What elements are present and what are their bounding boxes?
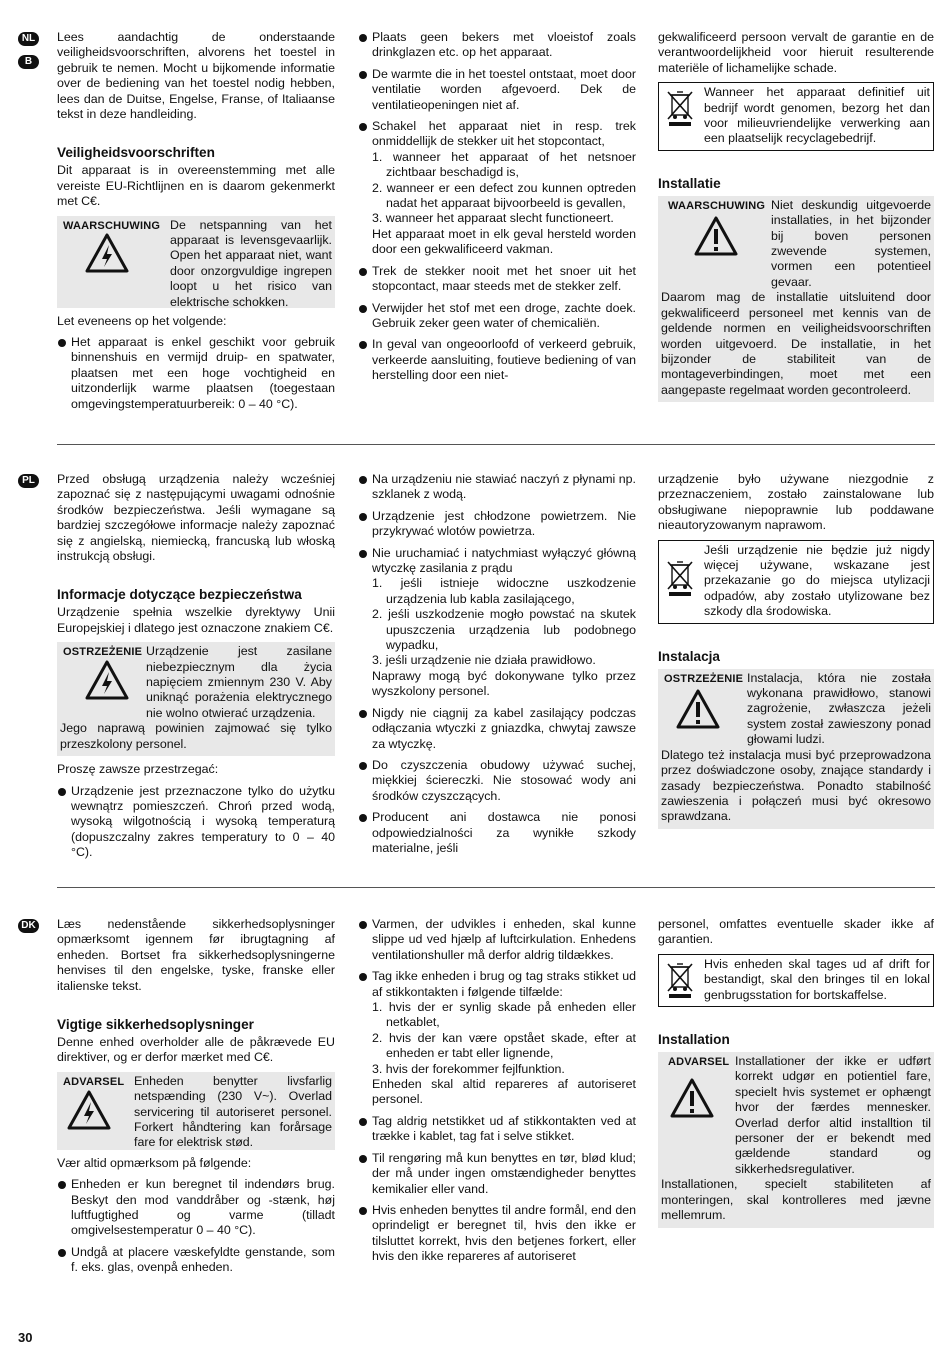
pl-col1-bullets	[57, 784, 335, 861]
lang-badge-b: B	[18, 55, 39, 69]
warning-icon	[670, 1078, 714, 1122]
nl-column-1	[57, 30, 335, 418]
pl-repair-note: Naprawy mogą być dokonywane tylko przez wyszkolony personel.	[372, 668, 636, 699]
crossed-bin-icon	[665, 89, 695, 131]
nl-install-after: Daarom mag de installatie uitsluitend door gekwalificeerd personeel met kennis van de geldende normen en veiligheidsvoorschriften worden uitgevoerd. De installatie, in het bijzonder de stabiliteit van de montageverbindingen, moet met een aangepaste regelmaat worden gecontroleerd.	[661, 290, 931, 397]
dk-warning-box	[57, 1072, 335, 1150]
list-item: Do czyszczenia obudowy używać suchej, miękkiej ściereczki. Nie stosować wody ani środków czyszczących.	[358, 758, 636, 804]
crossed-bin-icon	[665, 559, 695, 601]
lang-badge-pl: PL	[18, 474, 39, 488]
pl-install-warning-box	[658, 669, 934, 829]
nl-col2-bullets-a	[358, 30, 636, 384]
pl-warning-box	[57, 642, 335, 756]
dk-intro: Læs nedenstående sikkerhedsoplysninger opmærksomt igennem før ibrugtagning af enheden. Bortset fra sikkerhedsoplysningerne henvises til den engelske, tyske, franske eller italienske tekst.	[57, 917, 335, 993]
list-item: Trek de stekker nooit met het snoer uit het stopcontact, maar steeds met de stekker zelf.	[358, 264, 636, 295]
nl-install-warning-box	[658, 196, 934, 402]
section-nl	[0, 30, 950, 420]
list-item: Til rengøring må kun benyttes en tør, blød klud; der må under ingen omstændigheder benyttes kemikalier eller vand.	[358, 1151, 636, 1197]
list-item: 1. jeśli istnieje widoczne uszkodzenie urządzenia lub kabla zasilającego,	[372, 576, 636, 606]
list-item: 2. jeśli uszkodzenie mogło powstać na skutek upuszczenia urządzenia lub podobnego wypadku,	[372, 607, 636, 653]
pl-disposal-box	[658, 540, 934, 624]
pl-col3-continuation: urządzenie było używane niezgodnie z przeznaczeniem, zostało zainstalowane lub obsługiwane niepoprawnie lub poddawane nieautoryzowanym naprawom.	[658, 472, 934, 533]
pl-warning-label: OSTRZEŻENIE	[63, 646, 143, 659]
nl-install-label: WAARSCHUWING	[668, 199, 766, 212]
dk-safety-heading: Vigtige sikkerhedsoplysninger	[57, 1017, 254, 1033]
list-item	[358, 969, 636, 1108]
dk-install-text: Installationer der ikke er udført korrekt udgør en potientiel fare, specielt hvis systemet er ophængt hvor der færdes mennesker. Overlad derfor altid installtion til personer der er bekendt med gældende standard og sikkerhedsregulativer.	[735, 1054, 931, 1176]
pl-intro: Przed obsługą urządzenia należy wcześniej zapoznać się z następującymi uwagami odnośnie środków bezpieczeństwa. Jeśli wymagane są bardziej szczegółowe informacje należy zapoznać się z angielską, niemiecką, francuską lub włoską instrukcją obsługi.	[57, 472, 335, 564]
list-item: Varmen, der udvikles i enheden, skal kunne slippe ud ved hjælp af luftcirkulation. Enhedens ventilationshuller må derfor aldrig tildækkes.	[358, 917, 636, 963]
nl-conformity: Dit apparaat is in overeenstemming met alle vereiste EU-Richtlijnen en is daarom gekenmerkt met C€.	[57, 163, 335, 209]
pl-col2-bullets-a	[358, 472, 636, 856]
nl-install-heading: Installatie	[658, 175, 721, 191]
list-item: Tag aldrig netstikket ud af stikkontakten ved at trække i kablet, tag fat i selve stikket.	[358, 1114, 636, 1145]
dk-install-warning-box	[658, 1052, 934, 1227]
nl-safety-heading: Veiligheidsvoorschriften	[57, 145, 215, 161]
dk-disposal-text: Hvis enheden skal tages ud af drift for bestandigt, skal den bringes til en lokal genbrugsstation for bortskaffelse.	[704, 956, 930, 1002]
nl-warning-label: WAARSCHUWING	[63, 219, 161, 232]
nl-col1-bullets	[57, 335, 335, 412]
warning-icon	[694, 216, 738, 260]
nl-disposal-box	[658, 82, 934, 151]
lang-badge-dk: DK	[18, 919, 39, 933]
section-dk	[0, 917, 950, 1317]
dk-warning-text: Enheden benytter livsfarlig netspænding (230 V~). Overlad servicering til autoriseret personel. Forkert håndtering kan forårsage fare for elektrisk stød.	[134, 1073, 332, 1150]
nl-disconnect-intro: Schakel het apparaat niet in resp. trek onmiddellijk de stekker uit het stopcontact,	[372, 119, 636, 149]
nl-warning-text: De netspanning van het apparaat is levensgevaarlijk. Open het apparaat niet, want door onzorgvuldige ingrepen loopt u het risico van elektrische schokken.	[170, 217, 332, 309]
pl-column-2	[358, 472, 636, 862]
pl-disconnect-intro: Nie uruchamiać i natychmiast wyłączyć główną wtyczkę zasilania z prądu	[372, 545, 636, 576]
lang-badge-nl: NL	[18, 32, 39, 46]
list-item: Nigdy nie ciągnij za kabel zasilający podczas odłączania wtyczki z gniazdka, chwytaj zawsze za wtyczkę.	[358, 706, 636, 752]
list-item: Na urządzeniu nie stawiać naczyń z płynami np. szklanek z wodą.	[358, 472, 636, 503]
pl-install-label: OSTRZEŻENIE	[664, 672, 744, 685]
crossed-bin-icon	[665, 961, 695, 1003]
dk-conformity: Denne enhed overholder alle de påkrævede EU direktiver, og er derfor mærket med C€.	[57, 1035, 335, 1065]
list-item: Urządzenie jest chłodzone powietrzem. Nie przykrywać wlotów powietrza.	[358, 509, 636, 540]
pl-conformity: Urządzenie spełnia wszelkie dyrektywy Unii Europejskiej i dlatego jest oznaczone znakiem C€.	[57, 605, 335, 635]
nl-column-2	[358, 30, 636, 390]
dk-column-2	[358, 917, 636, 1271]
pl-warning-text: Urządzenie jest zasilane niebezpiecznym dla życia napięciem zmiennym 230 V. Aby uniknąć porażenia elektrycznego nie wolno otwierać urządzenia.	[146, 644, 332, 720]
section-pl	[0, 472, 950, 882]
section-divider	[57, 887, 935, 888]
page-number: 30	[18, 1330, 33, 1345]
list-item: Plaats geen bekers met vloeistof zoals drinkglazen etc. op het apparaat.	[358, 30, 636, 61]
list-item: Urządzenie jest przeznaczone tylko do użytku wewnątrz pomieszczeń. Chroń przed wodą, wysoką wilgotnością i wysoką temperaturą (dopuszczalny zakres temperatury to 0 – 40 °C).	[57, 784, 335, 861]
list-item: 1. wanneer het apparaat of het netsnoer zichtbaar beschadigd is,	[372, 149, 636, 180]
dk-install-after: Installationen, specielt stabiliteten af monteringen, skal kontrolleres med jævne mellemrum.	[661, 1177, 931, 1223]
list-item: 3. wanneer het apparaat slecht functioneert.	[372, 211, 614, 226]
list-item: Enheden er kun beregnet til indendørs brug. Beskyt den mod vanddråber og -stænk, høj luftfugtighed og varme (tilladt omgivelsestemperatur 0 – 40 °C).	[57, 1177, 335, 1239]
pl-safety-heading: Informacje dotyczące bezpieczeństwa	[57, 587, 302, 603]
high-voltage-icon	[85, 660, 129, 704]
list-item: 1. hvis der er synlig skade på enheden eller netkablet,	[372, 1000, 636, 1030]
nl-disconnect-list	[372, 150, 636, 227]
pl-install-text: Instalacja, która nie została wykonana prawidłowo, stanowi zagrożenie, zwłaszcza jeżeli system został zawieszony ponad głowami ludzi.	[747, 670, 931, 747]
nl-col3-continuation: gekwalificeerd persoon vervalt de garantie en de verantwoordelijkheid voor hieruit resulterende materiële of lichamelijke schade.	[658, 30, 934, 75]
section-divider	[57, 444, 935, 445]
dk-install-heading: Installation	[658, 1032, 730, 1048]
list-item: Het apparaat is enkel geschikt voor gebruik binnenshuis en vermijd druip- en spatwater, plaatsen met een hoge vochtigheid en uitzonderlijk warme plaatsen (toegestaan omgevingstemperatuurbereik: 0 – 40 °C).	[57, 335, 335, 412]
list-item	[358, 546, 636, 700]
dk-column-1	[57, 917, 335, 1282]
dk-column-3	[658, 917, 934, 1234]
dk-col3-continuation: personel, omfattes eventuelle skader ikke af garantien.	[658, 917, 934, 947]
pl-disconnect-list	[372, 576, 636, 668]
high-voltage-icon	[85, 233, 129, 277]
list-item: In geval van ongeoorloofd of verkeerd gebruik, verkeerde aansluiting, foutieve bediening of van herstelling door een niet-	[358, 337, 636, 383]
nl-column-3	[658, 30, 934, 408]
pl-warning-after: Jego naprawą powinien zajmować się tylko przeszkolony personel.	[60, 721, 332, 751]
list-item	[358, 119, 636, 258]
dk-warning-label: ADVARSEL	[63, 1075, 125, 1088]
dk-repair-note: Enheden skal altid repareres af autoriseret personel.	[372, 1077, 636, 1107]
dk-disconnect-list	[372, 1000, 636, 1077]
pl-column-1	[57, 472, 335, 867]
pl-install-heading: Instalacja	[658, 648, 720, 664]
dk-also-note: Vær altid opmærksom på følgende:	[57, 1155, 252, 1170]
dk-col1-bullets	[57, 1177, 335, 1275]
dk-disconnect-intro: Tag ikke enheden i brug og tag straks stikket ud af stikkontakten i følgende tilfælde:	[372, 969, 636, 999]
dk-disposal-box	[658, 954, 934, 1007]
list-item: Verwijder het stof met een droge, zachte doek. Gebruik zeker geen water of chemicaliën.	[358, 301, 636, 332]
list-item: 3. hvis der forekommer fejlfunktion.	[372, 1061, 565, 1076]
list-item: De warmte die in het toestel ontstaat, moet door ventilatie worden afgevoerd. Dek de ventilatieopeningen niet af.	[358, 67, 636, 113]
dk-col2-bullets-a	[358, 917, 636, 1265]
list-item: 2. hvis der kan være opstået skade, efter at enheden er tabt eller lignende,	[372, 1030, 636, 1061]
warning-icon	[676, 689, 720, 733]
nl-also-note: Let eveneens op het volgende:	[57, 313, 227, 328]
high-voltage-icon	[67, 1090, 111, 1134]
nl-repair-note: Het apparaat moet in elk geval hersteld worden door een gekwalificeerd vakman.	[372, 226, 636, 257]
pl-column-3	[658, 472, 934, 835]
list-item: Producent ani dostawca nie ponosi odpowiedzialności za wynikłe szkody materialne, jeśli	[358, 810, 636, 856]
nl-install-text: Niet deskundig uitgevoerde installaties, in het bijzonder bij boven personen zwevende systemen, vormen een potentieel gevaar.	[771, 197, 931, 289]
dk-install-label: ADVARSEL	[668, 1056, 730, 1069]
nl-warning-box	[57, 216, 335, 308]
pl-also-note: Proszę zawsze przestrzegać:	[57, 762, 219, 777]
list-item: Hvis enheden benyttes til andre formål, end den oprindeligt er beregnet til, hvis den ikke er tilsluttet korrekt, hvis den betjenes forkert, eller hvis den ikke repareres af autoriseret	[358, 1203, 636, 1265]
pl-disposal-text: Jeśli urządzenie nie będzie już nigdy więcej używane, wskazane jest przekazanie go do miejsca utylizacji odpadów, aby zostało utylizowane bez szkody dla środowiska.	[704, 542, 930, 619]
list-item: Undgå at placere væskefyldte genstande, som f. eks. glas, ovenpå enheden.	[57, 1245, 335, 1276]
list-item: 2. wanneer er een defect zou kunnen optreden nadat het apparaat bijvoorbeeld is gevallen,	[372, 180, 636, 211]
nl-intro: Lees aandachtig de onderstaande veiligheidsvoorschriften, alvorens het toestel in gebruik te nemen. Mocht u bijkomende informatie over de bediening van het toestel nodig hebben, lees dan de Duitse, Engelse, Franse, of Italiaanse tekst in deze handleiding.	[57, 30, 335, 122]
pl-install-after: Dlatego też instalacja musi być przeprowadzona przez doświadczone osoby, znające standardy i zasady bezpieczeństwa. Ponadto stabilność zawieszenia i połączeń musi być okresowo sprawdzana.	[661, 747, 931, 824]
list-item: 3. jeśli urządzenie nie działa prawidłowo.	[372, 653, 596, 668]
nl-disposal-text: Wanneer het apparaat definitief uit bedrijf wordt genomen, bezorg het dan voor milieuvriendelijke verwerking aan een plaatselijk recyclagebedrijf.	[704, 85, 930, 146]
